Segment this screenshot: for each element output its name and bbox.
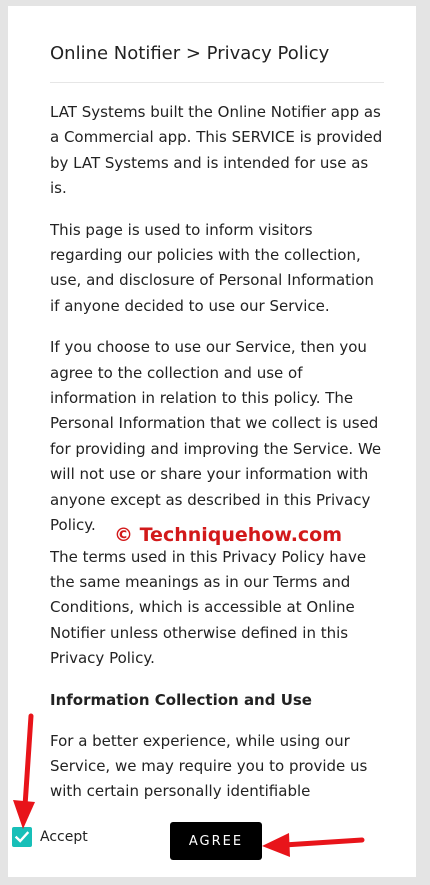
watermark-text: © Techniquehow.com — [114, 524, 343, 546]
policy-content-scroll[interactable] — [50, 100, 384, 814]
page-title: Online Notifier > Privacy Policy — [50, 43, 330, 64]
checkmark-icon — [14, 829, 30, 845]
section-heading: Information Collection and Use — [50, 690, 312, 709]
privacy-policy-dialog — [8, 6, 416, 877]
agree-button[interactable]: AGREE — [170, 822, 262, 860]
section-paragraph: For a better experience, while using our Service, we may require you to provide us with certain personally identifiable — [50, 731, 368, 801]
accept-label: Accept — [40, 829, 88, 845]
accept-checkbox[interactable] — [12, 827, 32, 847]
accept-row[interactable] — [12, 827, 88, 847]
policy-paragraph-4: The terms used in this Privacy Policy have the same meanings as in our Terms and Conditions, which is accessible at Online Notifier unless otherwise defined in this Privacy Policy. — [50, 547, 367, 668]
policy-paragraph-2: This page is used to inform visitors regarding our policies with the collection, use, and disclosure of Personal Information if anyone decided to use our Service. — [50, 220, 374, 315]
title-divider — [50, 82, 384, 83]
policy-paragraph-3: If you choose to use our Service, then you agree to the collection and use of information in relation to this policy. The Personal Information that we collect is used for providing and improving the Service. We will not use or share your information with anyone except as described in this Privacy Policy. — [50, 338, 382, 535]
policy-paragraph-1: LAT Systems built the Online Notifier app as a Commercial app. This SERVICE is provided by LAT Systems and is intended for use as is. — [50, 103, 383, 198]
